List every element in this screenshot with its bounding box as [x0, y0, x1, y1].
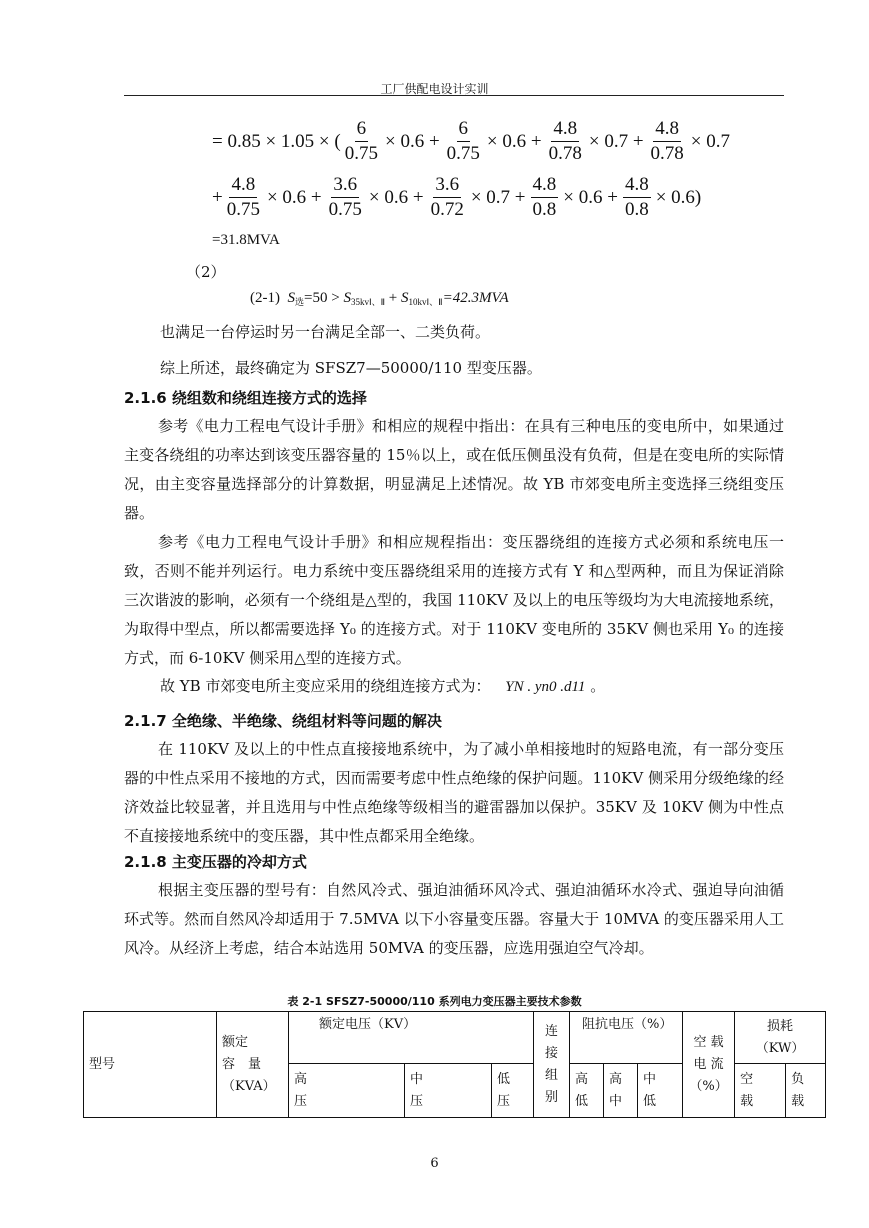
fraction-denominator: 0.75	[328, 199, 362, 220]
s10-sub: 10kvⅠ、Ⅱ	[408, 297, 443, 307]
paragraph-6: 在 110KV 及以上的中性点直接接地系统中，为了减小单相接地时的短路电流，有一部分变压器的中性点采用不接地的方式，因而需要考虑中性点绝缘的保护问题。110KV 侧采用分级绝缘的经济效益比较显著，并且选用与中性点绝缘等级相当的避雷器加以保护。35KV 及 10KV 侧为中性点不直接接地系统中的变压器，其中性点都采用全绝缘。	[124, 740, 784, 845]
heading-2-1-8: 2.1.8 主变压器的冷却方式	[124, 853, 307, 871]
paragraph-1: 也满足一台停运时另一台满足全部一、二类负荷。	[160, 323, 491, 341]
col-mv: 中 压	[405, 1064, 492, 1118]
col-noload-current: 空 载 电 流 （%）	[683, 1012, 735, 1118]
fraction	[623, 174, 651, 221]
fraction-denominator: 0.8	[624, 199, 649, 220]
col-loss-noload: 空 载	[735, 1064, 786, 1118]
col-z-hm: 高 中	[604, 1064, 638, 1118]
fraction	[327, 174, 364, 221]
heading-2-1-6: 2.1.6 绕组数和绕组连接方式的选择	[124, 389, 367, 407]
paragraph-4: 参考《电力工程电气设计手册》和相应规程指出：变压器绕组的连接方式必须和系统电压一致，否则不能并列运行。电力系统中变压器绕组采用的连接方式有 Y 和△型两种，而且为保证消除三次谐波的影响，必须有一个绕组是△型的，我国 110KV 及以上的电压等级均为大电流接地系统，为取得中型点，所以都需要选择 Y₀ 的连接方式。对于 110KV 变电所的 35KV 侧也采用 Y₀ 的连接方式，而 6-10KV 侧采用△型的连接方式。	[124, 533, 784, 667]
col-rated-voltage: 额定电压（KV）	[289, 1012, 534, 1064]
fraction	[531, 174, 559, 221]
page-number: 6	[430, 1156, 439, 1171]
fraction-denominator: 0.75	[226, 199, 260, 220]
fraction-multiplier: × 0.6 +	[563, 186, 618, 208]
col-z-ml: 中 低	[638, 1064, 683, 1118]
s-symbol: S	[287, 290, 295, 306]
fraction-numerator: 4.8	[229, 174, 257, 198]
heading-2-1-7: 2.1.7 全绝缘、半绝缘、绕组材料等问题的解决	[124, 712, 442, 730]
fraction-denominator: 0.75	[446, 143, 480, 164]
connection-formula: YN . yn0 .d11	[505, 679, 586, 695]
eq-result: =42.3MVA	[442, 290, 509, 306]
s35-sub: 35kvⅠ、Ⅱ	[350, 297, 386, 307]
fraction-numerator: 4.8	[653, 118, 681, 142]
fraction-multiplier: × 0.6 +	[384, 130, 440, 152]
formula-terms-1	[341, 118, 733, 165]
equation-2-1: (2-1) $S_选=50 > S_{35kvⅠ、Ⅱ} + S_{10kvⅠ、Ⅱ}=42.3MVA$	[250, 290, 509, 307]
fraction	[547, 118, 584, 165]
fraction	[429, 174, 466, 221]
fraction-numerator: 3.6	[331, 174, 359, 198]
col-lv: 低 压	[492, 1064, 534, 1118]
fraction-multiplier: × 0.6 +	[368, 186, 424, 208]
paragraph-5-text: 故 YB 市郊变电所主变应采用的绕组连接方式为：	[160, 677, 491, 695]
paragraph-5-end: 。	[590, 677, 606, 695]
equation-tag: (2-1)	[250, 290, 280, 306]
formula-terms-2	[223, 174, 705, 221]
eq-mid: =50 >	[304, 290, 340, 306]
fraction-numerator: 4.8	[551, 118, 579, 142]
fraction-denominator: 0.78	[548, 143, 582, 164]
table-caption: 表 2-1 SFSZ7-50000/110 系列电力变压器主要技术参数	[287, 995, 582, 1008]
fraction-multiplier: × 0.7	[690, 130, 731, 152]
col-loss-load: 负 载	[786, 1064, 826, 1118]
fraction	[225, 174, 262, 221]
item-label-2: （2）	[186, 263, 226, 281]
col-connection-group: 连 接 组 别	[534, 1012, 570, 1118]
fraction-multiplier: × 0.6 +	[486, 130, 542, 152]
fraction-numerator: 6	[355, 118, 369, 142]
header-rule	[124, 95, 784, 96]
fraction-multiplier: × 0.7 +	[470, 186, 526, 208]
s-sub-selected: 选	[295, 297, 305, 307]
paragraph-3: 参考《电力工程电气设计手册》和相应的规程中指出：在具有三种电压的变电所中，如果通过主变各绕组的功率达到该变压器容量的 15％以上，或在低压侧虽没有负荷，但是在变电所的实际情况，由主变容量选择部分的计算数据，明显满足上述情况。故 YB 市郊变电所主变选择三绕组变压器。	[124, 417, 784, 522]
formula-prefix: = 0.85 × 1.05 × (	[212, 130, 341, 152]
paragraph-2: 综上所述，最终确定为 SFSZ7—50000/110 型变压器。	[160, 359, 542, 377]
running-header: 工厂供配电设计实训	[380, 82, 489, 96]
paragraph-7: 根据主变压器的型号有：自然风冷式、强迫油循环风冷式、强迫油循环水冷式、强迫导向油循环式等。然而自然风冷却适用于 7.5MVA 以下小容量变压器。容量大于 10MVA 的变压器采用人工风冷。从经济上考虑，结合本站选用 50MVA 的变压器，应选用强迫空气冷却。	[124, 881, 784, 957]
col-loss: 损耗 （KW）	[735, 1012, 826, 1064]
fraction-denominator: 0.75	[344, 143, 378, 164]
col-capacity: 额定 容 量 （KVA）	[217, 1012, 289, 1118]
fraction-numerator: 6	[457, 118, 471, 142]
fraction-numerator: 3.6	[433, 174, 461, 198]
fraction-denominator: 0.78	[650, 143, 684, 164]
fraction-denominator: 0.72	[430, 199, 464, 220]
fraction	[343, 118, 380, 165]
eq-plus: +	[388, 290, 398, 306]
fraction-multiplier: × 0.6)	[655, 186, 702, 208]
formula-line-2	[212, 174, 704, 221]
paragraph-5	[160, 676, 605, 697]
col-hv: 高 压	[289, 1064, 405, 1118]
col-z-hl: 高 低	[570, 1064, 604, 1118]
fraction	[445, 118, 482, 165]
fraction	[649, 118, 686, 165]
fraction-multiplier: × 0.7 +	[588, 130, 644, 152]
col-model: 型号	[84, 1012, 217, 1118]
fraction-numerator: 4.8	[531, 174, 559, 198]
col-impedance: 阻抗电压（%）	[570, 1012, 683, 1064]
transformer-parameter-table	[83, 1011, 826, 1118]
formula-prefix-plus: +	[212, 186, 223, 208]
fraction-multiplier: × 0.6 +	[266, 186, 322, 208]
fraction-denominator: 0.8	[532, 199, 557, 220]
formula-line-1	[212, 118, 733, 165]
formula-result: =31.8MVA	[212, 232, 280, 248]
fraction-numerator: 4.8	[623, 174, 651, 198]
formula-block	[212, 118, 812, 258]
